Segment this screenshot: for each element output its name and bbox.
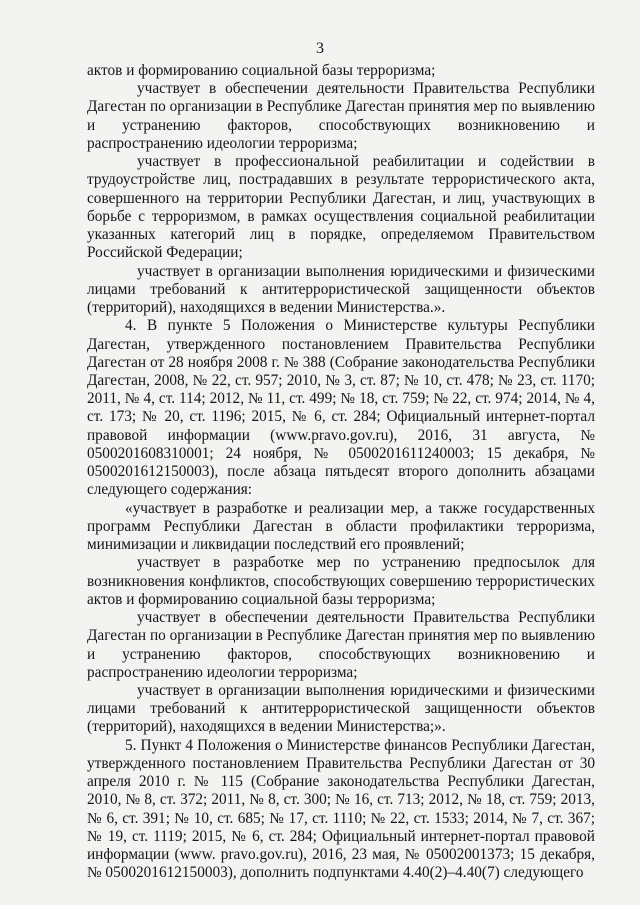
paragraph-4: участвует в организации выполнения юридическими и физическими лицами требований к антитеррористической защищенности объектов (территорий), находящихся в ведении Министерства.». (87, 262, 595, 317)
paragraph-1: актов и формированию социальной базы терроризма; (87, 62, 436, 79)
paragraph-9: участвует в организации выполнения юридическими и физическими лицами требований к антитеррористической защищенности объектов (территорий), находящихся в ведении Министерства;». (87, 681, 595, 736)
paragraph-8: участвует в обеспечении деятельности Правительства Республики Дагестан по организации в Республике Дагестан принятия мер по выявлению и устранению факторов, способствующих возникновению и распространению идеологии терроризма; (87, 609, 595, 681)
paragraph-10: 5. Пункт 4 Положения о Министерстве финансов Республики Дагестан, утвержденного постановлением Правительства Республики Дагестан от 30 апреля 2010 г. № 115 (Собрание законодательства Республики Дагестан, 2010, № 8, ст. 372; 2011, № 8, ст. 300; № 16, ст. 713; 2012, № 18, ст. 759; 2013, № 6, ст. 391; № 10, ст. 685; № 17, ст. 1110; № 22, ст. 1533; 2014, № 7, ст. 367; № 19, ст. 1119; 2015, № 6, ст. 284; Официальный интернет-портал правовой информации (www. pravo.gov.ru), 2016, 23 мая, № 05002001373; 15 декабря, № 0500201612150003), дополнить подпунктами 4.40(2)–4.40(7) следующего (87, 736, 595, 882)
paragraph-6: «участвует в разработке и реализации мер, а также государственных программ Республики Дагестан в области профилактики терроризма, минимизации и ликвидации последствий его проявлений; (87, 499, 595, 554)
paragraph-3: участвует в профессиональной реабилитации и содействии в трудоустройстве лиц, пострадавших в результате террористического акта, совершенного на территории Республики Дагестан, и лиц, участвующих в борьбе с терроризмом, в рамках осуществления социальной реабилитации указанных категорий лиц в порядке, определяемом Правительством Российской Федерации; (87, 153, 595, 262)
page-number: 3 (316, 40, 324, 57)
paragraph-5: 4. В пункте 5 Положения о Министерстве культуры Республики Дагестан, утвержденного постановлением Правительства Республики Дагестан от 28 ноября 2008 г. № 388 (Собрание законодательства Республики Дагестан, 2008, № 22, ст. 957; 2010, № 3, ст. 87; № 10, ст. 478; № 23, ст. 1170; 2011, № 4, ст. 114; 2012, № 11, ст. 499; № 18, ст. 759; № 22, ст. 974; 2014, № 4, ст. 173; № 20, ст. 1196; 2015, № 6, ст. 284; Официальный интернет-портал правовой информации (www.pravo.gov.ru), 2016, 31 августа, № 0500201608310001; 24 ноября, № 0500201611240003; 15 декабря, № 0500201612150003), после абзаца пятьдесят второго дополнить абзацами следующего содержания: (87, 317, 595, 499)
paragraph-7: участвует в разработке мер по устранению предпосылок для возникновения конфликтов, способствующих совершению террористических актов и формированию социальной базы терроризма; (87, 554, 595, 608)
paragraph-2: участвует в обеспечении деятельности Правительства Республики Дагестан по организации в Республике Дагестан принятия мер по выявлению и устранению факторов, способствующих возникновению и распространению идеологии терроризма; (87, 80, 595, 152)
document-body (87, 62, 595, 883)
